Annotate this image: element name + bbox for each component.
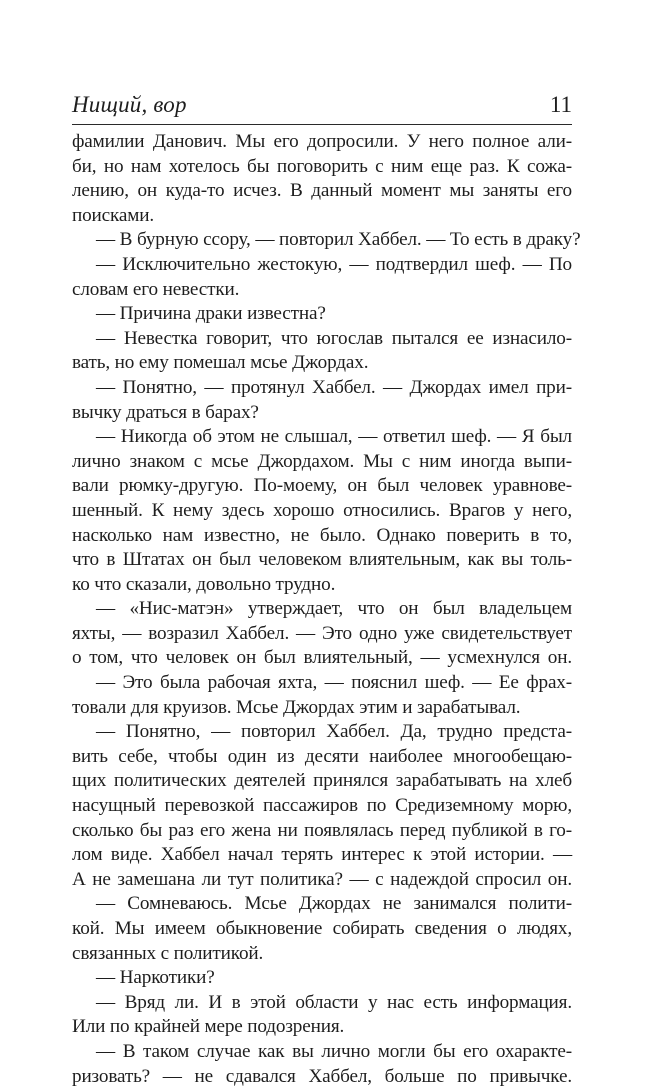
text-line: лично знаком с мсье Джордахом. Мы с ним иногда выпи- (72, 450, 572, 472)
page-header (72, 90, 572, 124)
text-line: — Причина драки известна? (96, 303, 326, 325)
text-line: — Наркотики? (96, 967, 215, 989)
body-text (72, 130, 581, 1089)
text-line: — В таком случае как вы лично могли бы его охаракте- (96, 1040, 572, 1062)
header-rule (72, 124, 572, 125)
text-line: поисками. (72, 204, 155, 226)
text-line: — Вряд ли. И в этой области у нас есть информация. (96, 991, 572, 1013)
text-line: — В бурную ссору, — повторил Хаббел. — То есть в драку? (96, 229, 581, 251)
text-line: — Понятно, — протянул Хаббел. — Джордах имел при- (96, 376, 572, 398)
text-line: — Это была рабочая яхта, — пояснил шеф. — Ее фрах- (96, 672, 572, 694)
text-line: — Исключительно жестокую, — подтвердил шеф. — По (96, 253, 572, 275)
text-line: насущный перевозкой пассажиров по Средиземному морю, (72, 795, 572, 817)
text-line: вать, но ему помешал мсье Джордах. (72, 352, 369, 374)
text-line: лению, он куда-то исчез. В данный момент мы заняты его (72, 180, 572, 202)
text-line: что в Штатах он был человеком влиятельным, как вы толь- (72, 549, 572, 571)
text-line: насколько нам известно, не было. Однако поверить в то, (72, 524, 572, 546)
text-line: вали рюмку-другую. По-моему, он был человек уравнове- (72, 475, 572, 497)
text-line: А не замешана ли тут политика? — с надеждой спросил он. (72, 868, 572, 890)
text-line: товали для круизов. Мсье Джордах этим и зарабатывал. (72, 696, 521, 718)
text-line: — Понятно, — повторил Хаббел. Да, трудно предста- (96, 721, 572, 743)
text-line: ризовать? — не сдавался Хаббел, больше по привычке. (72, 1065, 572, 1087)
text-line: щих политических деятелей принялся зарабатывать на хлеб (72, 770, 572, 792)
page-number: 11 (549, 92, 572, 117)
text-line: — Невестка говорит, что югослав пытался ее изнасило- (96, 327, 572, 349)
text-line: — Никогда об этом не слышал, — ответил шеф. — Я был (96, 426, 572, 448)
text-line: шенный. К нему здесь хорошо относились. Врагов у него, (72, 499, 572, 521)
text-line: вить себе, чтобы один из десяти наиболее многообещаю- (72, 745, 572, 767)
text-line: вычку драться в барах? (72, 401, 259, 423)
text-line: — Сомневаюсь. Мсье Джордах не занимался полити- (96, 893, 572, 915)
text-line: би, но нам хотелось бы поговорить с ним еще раз. К сожа- (72, 155, 572, 177)
text-line: кой. Мы имеем обыкновение собирать сведения о людях, (72, 918, 572, 939)
text-line: ко что сказали, довольно трудно. (72, 573, 336, 595)
text-line: яхты, — возразил Хаббел. — Это одно уже свидетельствует (72, 622, 572, 644)
text-line: о том, что человек он был влиятельный, — усмехнулся он. (72, 647, 572, 669)
text-line: Или по крайней мере подозрения. (72, 1016, 345, 1038)
text-line: лом виде. Хаббел начал терять интерес к этой истории. — (72, 844, 572, 866)
text-line: словам его невестки. (72, 278, 240, 300)
text-line: — «Нис-матэн» утверждает, что он был владельцем (96, 598, 572, 620)
running-title: Нищий, вор (72, 92, 187, 117)
text-line: фамилии Данович. Мы его допросили. У него полное али- (72, 131, 572, 152)
text-line: связанных с политикой. (72, 942, 264, 964)
text-line: сколько бы раз его жена ни появлялась перед публикой в го- (72, 819, 572, 841)
